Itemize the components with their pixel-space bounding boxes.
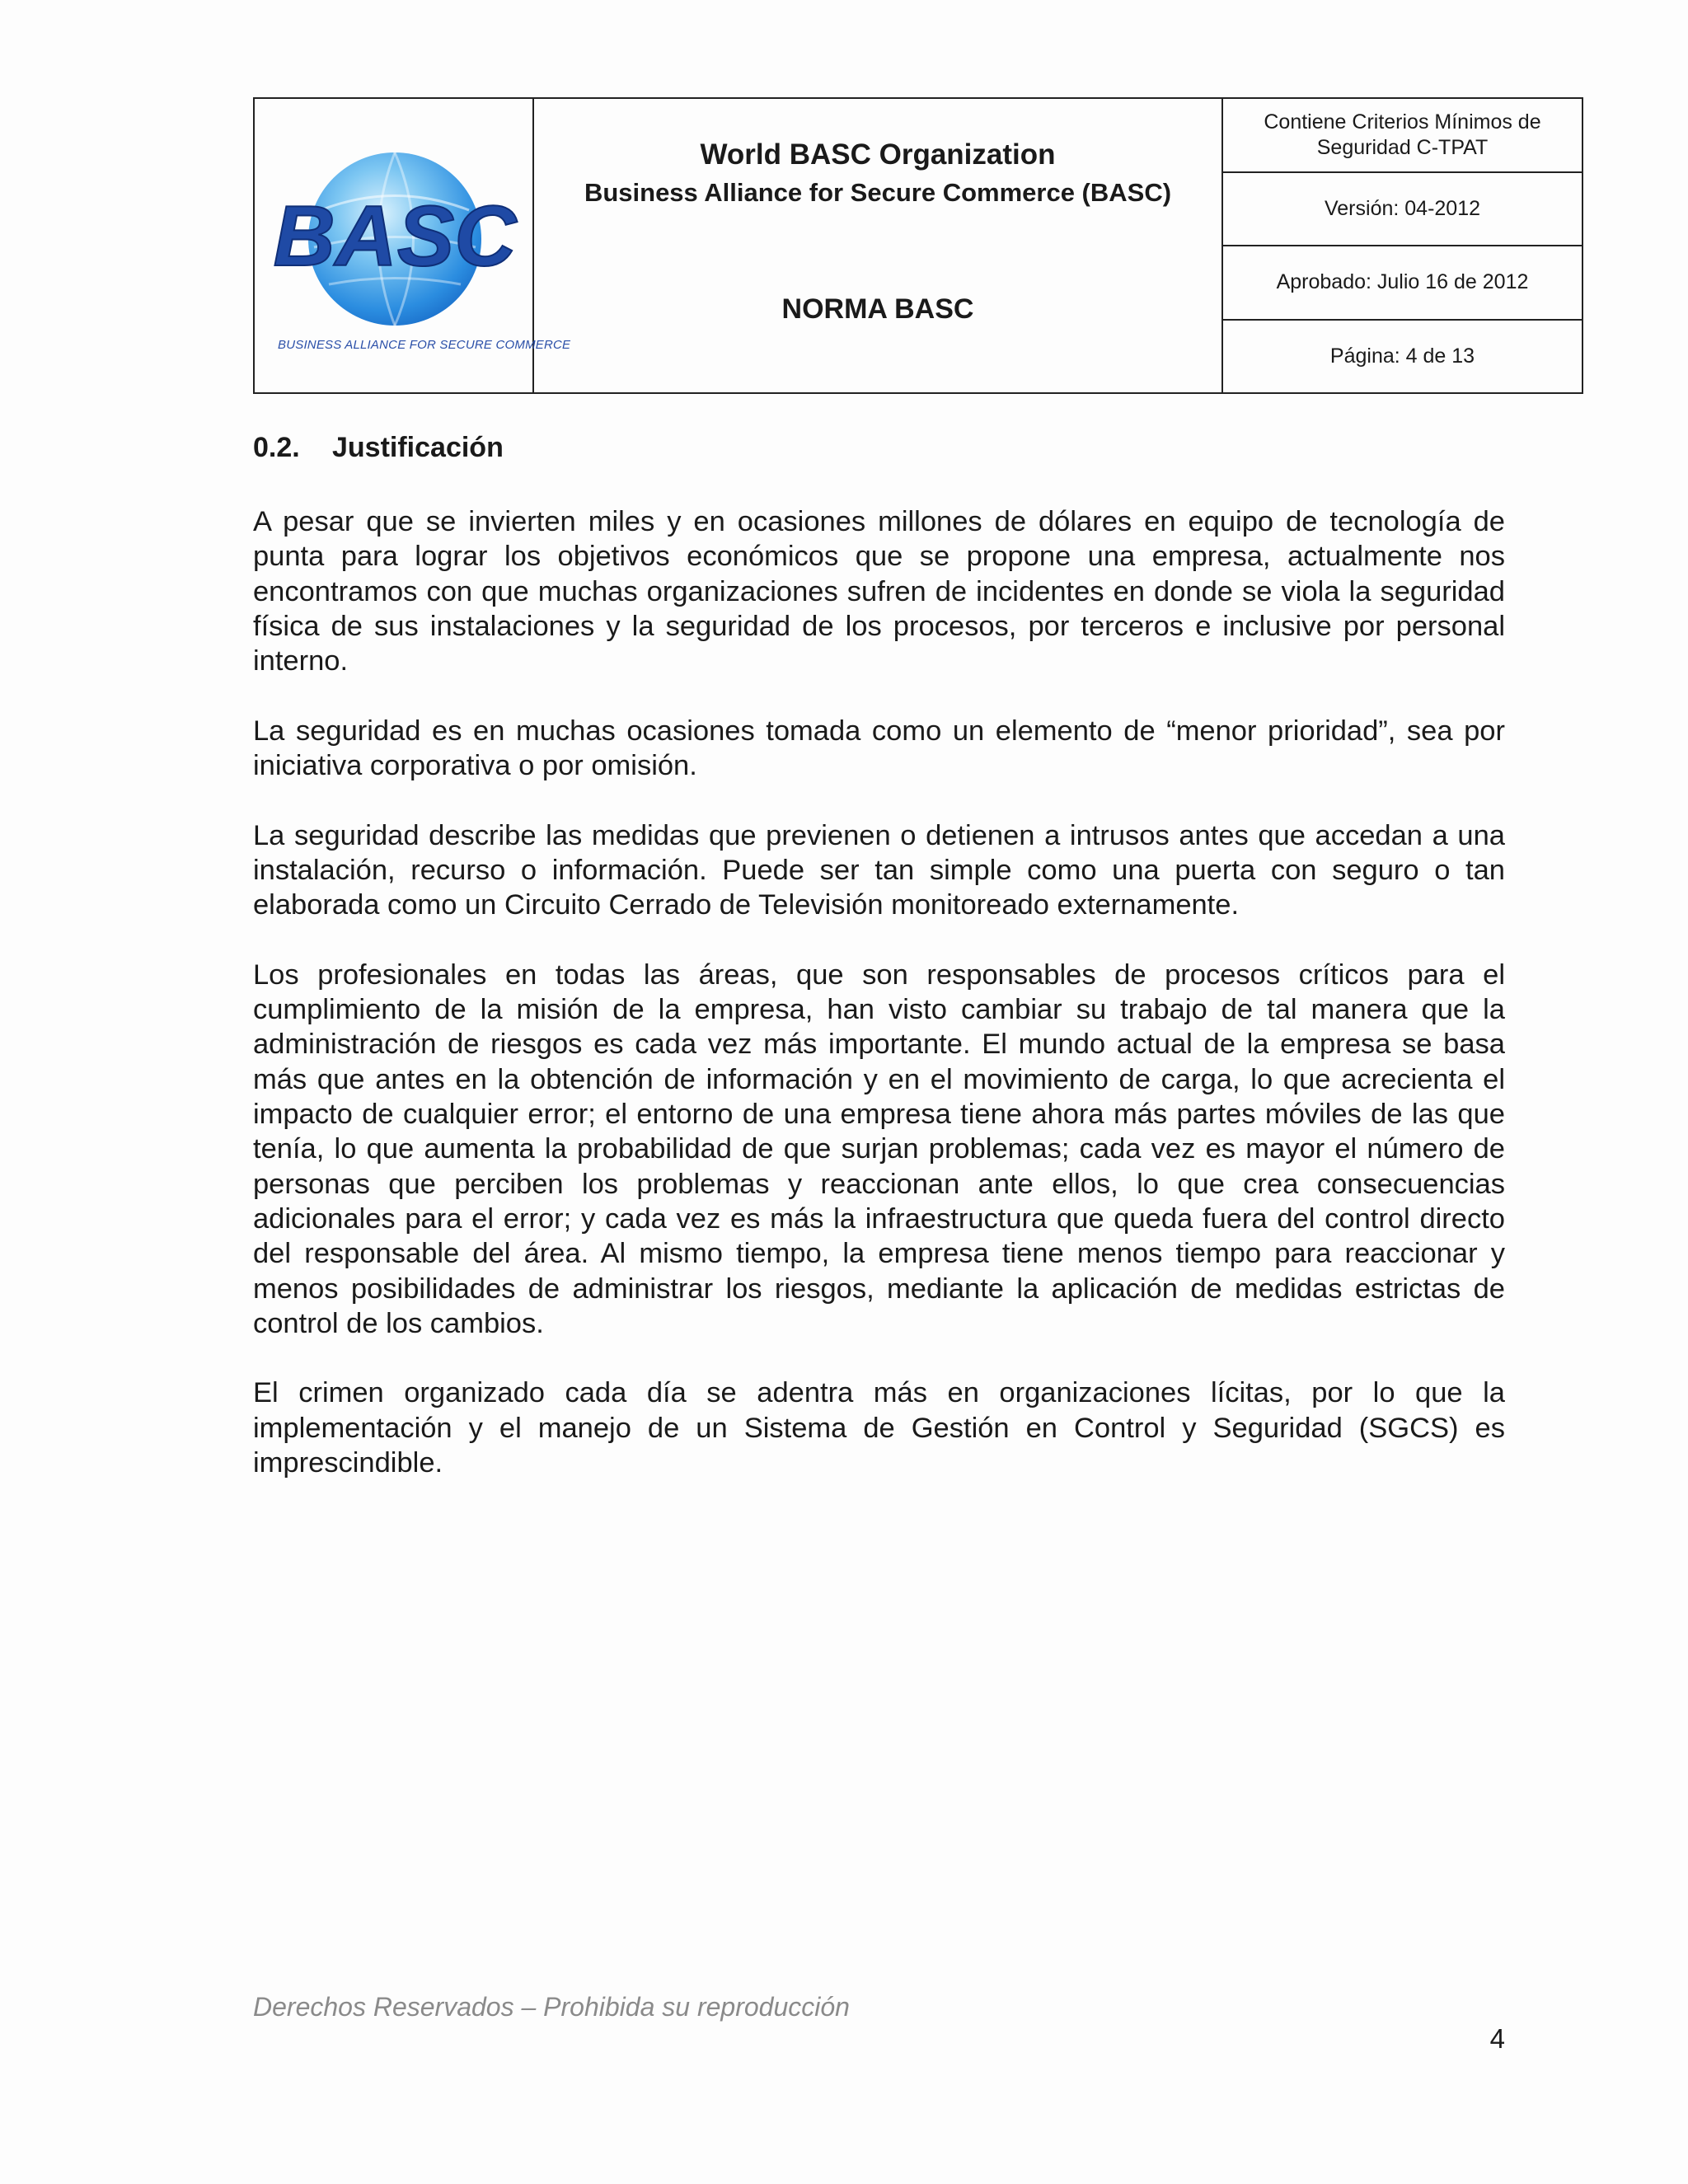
- meta-approved: Aprobado: Julio 16 de 2012: [1223, 246, 1582, 321]
- title-cell: [534, 99, 1223, 392]
- org-name: World BASC Organization: [700, 138, 1056, 171]
- paragraph: El crimen organizado cada día se adentra más en organizaciones lícitas, por lo que la implementación y el manejo de un Sistema de Gestión en Control y Seguridad (SGCS) es imprescindible.: [253, 1377, 1505, 1479]
- paragraph: La seguridad es en muchas ocasiones tomada como un elemento de “menor prioridad”, sea por iniciativa corporativa o por omisión.: [253, 715, 1505, 782]
- meta-cell: [1223, 99, 1582, 392]
- basc-logo: [271, 132, 518, 338]
- logo-cell: [255, 99, 571, 392]
- paragraph: Los profesionales en todas las áreas, que son responsables de procesos críticos para el cumplimiento de la misión de la empresa, han visto cambiar su trabajo de tal manera que la administración de riesgos es cada vez más importante. El mundo actual de la empresa se basa más que antes en la obtención de información y en el movimiento de carga, lo que acrecienta el impacto de cualquier error; el entorno de una empresa tiene ahora más partes móviles de las que tenía, lo que aumenta la probabilidad de que surjan problemas; cada vez es mayor el número de personas que perciben los problemas y reaccionan ante ellos, lo que crea consecuencias adicionales para el error; y cada vez es más la infraestructura que queda fuera del control directo del responsable del área. Al mismo tiempo, la empresa tiene menos tiempo para reaccionar y menos posibilidades de administrar los riesgos, mediante la aplicación de medidas estrictas de control de los cambios.: [253, 958, 1505, 1339]
- paragraph: La seguridad describe las medidas que previenen o detienen a intrusos antes que accedan a una instalación, recurso o información. Puede ser tan simple como una puerta con seguro o tan elaborada como un Circuito Cerrado de Televisión monitoreado externamente.: [253, 819, 1505, 921]
- org-subtitle: Business Alliance for Secure Commerce (BASC): [584, 178, 1172, 207]
- logo-letters: BASC: [273, 189, 517, 284]
- meta-criteria: Contiene Criterios Mínimos de Seguridad C-TPAT: [1223, 99, 1582, 173]
- section-title: Justificación: [332, 432, 504, 463]
- page-number: 4: [1489, 2023, 1505, 2054]
- paragraph: A pesar que se invierten miles y en ocasiones millones de dólares en equipo de tecnología de punta para lograr los objetivos económicos que se propone una empresa, actualmente nos encontramos con que muchas organizaciones sufren de incidentes en donde se viola la seguridad física de sus instalaciones y la seguridad de los procesos, por terceros e inclusive por personal interno.: [253, 506, 1505, 677]
- logo-tagline: BUSINESS ALLIANCE FOR SECURE COMMERCE: [278, 338, 571, 352]
- footer-rights: Derechos Reservados – Prohibida su reproducción: [253, 1992, 850, 2022]
- document-header-table: [253, 97, 1583, 394]
- body-text: [253, 504, 1505, 1516]
- meta-page: Página: 4 de 13: [1329, 344, 1475, 368]
- section-heading: [253, 432, 504, 464]
- meta-version: Versión: 04-2012: [1223, 173, 1582, 247]
- norma-title: NORMA BASC: [781, 293, 974, 325]
- section-number: 0.2.: [253, 432, 300, 463]
